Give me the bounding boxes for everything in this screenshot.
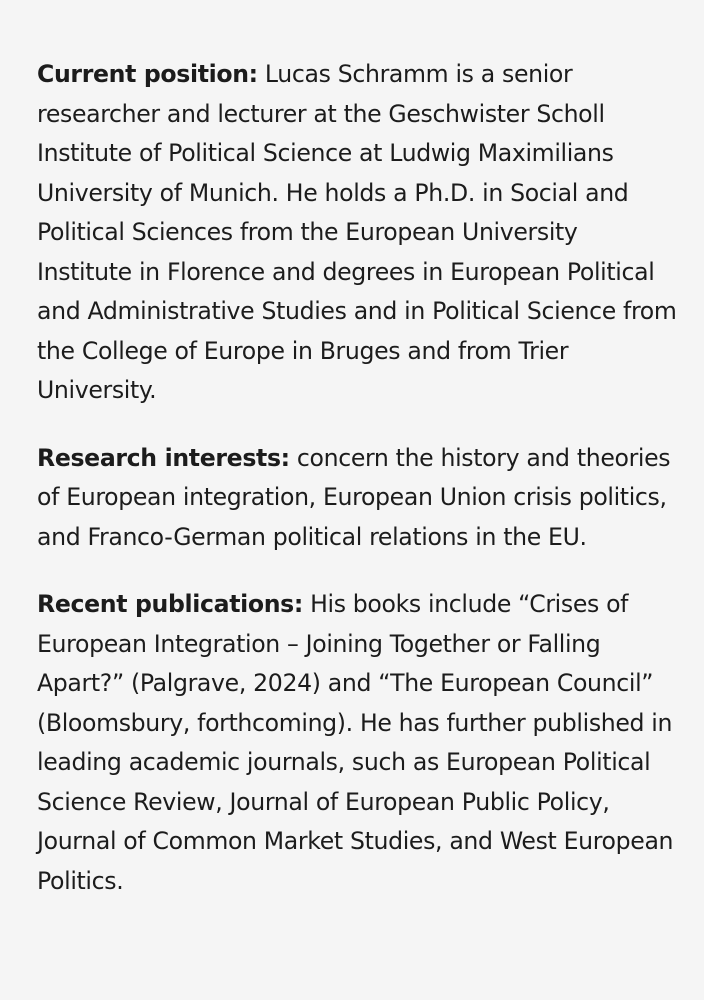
recent-publications-label: Recent publications:	[37, 590, 303, 618]
research-interests-paragraph	[37, 439, 677, 558]
current-position-label: Current position:	[37, 60, 258, 88]
bio-document	[37, 55, 677, 929]
recent-publications-paragraph	[37, 585, 677, 901]
research-interests-text: concern the history and theories of European integration, European Union crisis politics, and Franco-German political relations in the EU.	[37, 443, 671, 551]
current-position-text: Lucas Schramm is a senior researcher and lecturer at the Geschwister Scholl Institute of Political Science at Ludwig Maximilians University of Munich. He holds a Ph.D. in Social and Political Sciences from the European University Institute in Florence and degrees in European Political and Administrative Studies and in Political Science from the College of Europe in Bruges and from Trier University.	[37, 60, 677, 404]
current-position-paragraph	[37, 55, 677, 411]
recent-publications-text: His books include “Crises of European Integration – Joining Together or Falling Apart?” (Palgrave, 2024) and “The European Council” (Bloomsbury, forthcoming). He has further published in leading academic journals, such as European Political Science Review, Journal of European Public Policy, Journal of Common Market Studies, and West European Politics.	[37, 590, 674, 895]
research-interests-label: Research interests:	[37, 443, 290, 472]
